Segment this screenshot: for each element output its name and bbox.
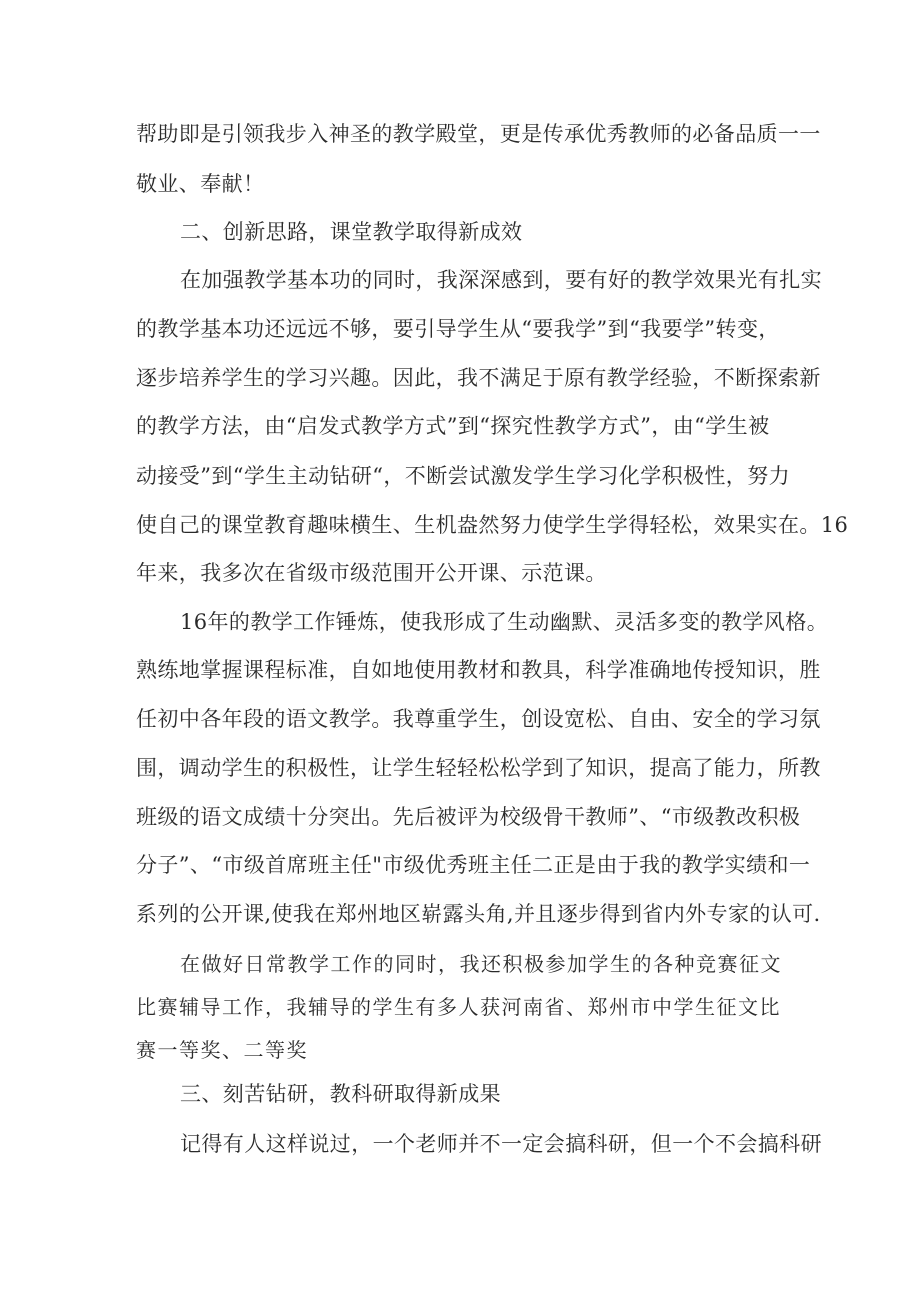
paragraph-line: 在加强教学基本功的同时，我深深感到，要有好的教学效果光有扎实 (180, 268, 822, 292)
paragraph-line: 分子”、“市级首席班主任"市级优秀班主任二正是由于我的教学实绩和一 (136, 853, 811, 877)
paragraph-line: 动接受”到“学生主动钻研“，不断尝试激发学生学习化学积极性，努力 (136, 464, 791, 488)
paragraph-line: 使自己的课堂教育趣味横生、生机盎然努力使学生学得轻松，效果实在。16 (136, 513, 849, 537)
paragraph-line: 帮助即是引领我步入神圣的教学殿堂，更是传承优秀教师的必备品质一一 (136, 122, 821, 146)
paragraph-line: 赛一等奖、二等奖 (136, 1038, 308, 1062)
section-heading-research: 三、刻苦钻研，教科研取得新成果 (180, 1082, 501, 1106)
paragraph-line: 逐步培养学生的学习兴趣。因此，我不满足于原有教学经验，不断探索新 (136, 366, 821, 390)
paragraph-line: 熟练地掌握课程标准，自如地使用教材和教具，科学准确地传授知识，胜 (136, 658, 821, 682)
paragraph-line: 记得有人这样说过，一个老师并不一定会搞科研，但一个不会搞科研 (180, 1132, 822, 1156)
paragraph-line: 任初中各年段的语文教学。我尊重学生，创设宽松、自由、安全的学习氛 (136, 707, 821, 731)
paragraph-line: 在做好日常教学工作的同时，我还积极参加学生的各种竞赛征文 (180, 952, 782, 976)
paragraph-line: 敬业、奉献！ (136, 172, 265, 196)
paragraph-line: 班级的语文成绩十分突出。先后被评为校级骨干教师”、“市级教改积极 (136, 805, 801, 829)
paragraph-line: 的教学方法，由“启发式教学方式”到“探究性教学方式”，由“学生被 (136, 414, 770, 438)
paragraph-line: 年来，我多次在省级市级范围开公开课、示范课。 (136, 561, 607, 585)
section-heading-innovation: 二、创新思路，课堂教学取得新成效 (180, 220, 523, 244)
paragraph-line: 围，调动学生的积极性，让学生轻轻松松学到了知识，提高了能力，所教 (136, 756, 821, 780)
paragraph-line: 16年的教学工作锤炼，使我形成了生动幽默、灵活多变的教学风格。 (180, 610, 829, 634)
paragraph-line: 系列的公开课,使我在郑州地区崭露头角,并且逐步得到省内外专家的认可. (136, 902, 821, 926)
paragraph-line: 的教学基本功还远远不够，要引导学生从“要我学”到“我要学”转变， (136, 317, 780, 341)
paragraph-line: 比赛辅导工作，我辅导的学生有多人获河南省、郑州市中学生征文比 (136, 995, 781, 1019)
